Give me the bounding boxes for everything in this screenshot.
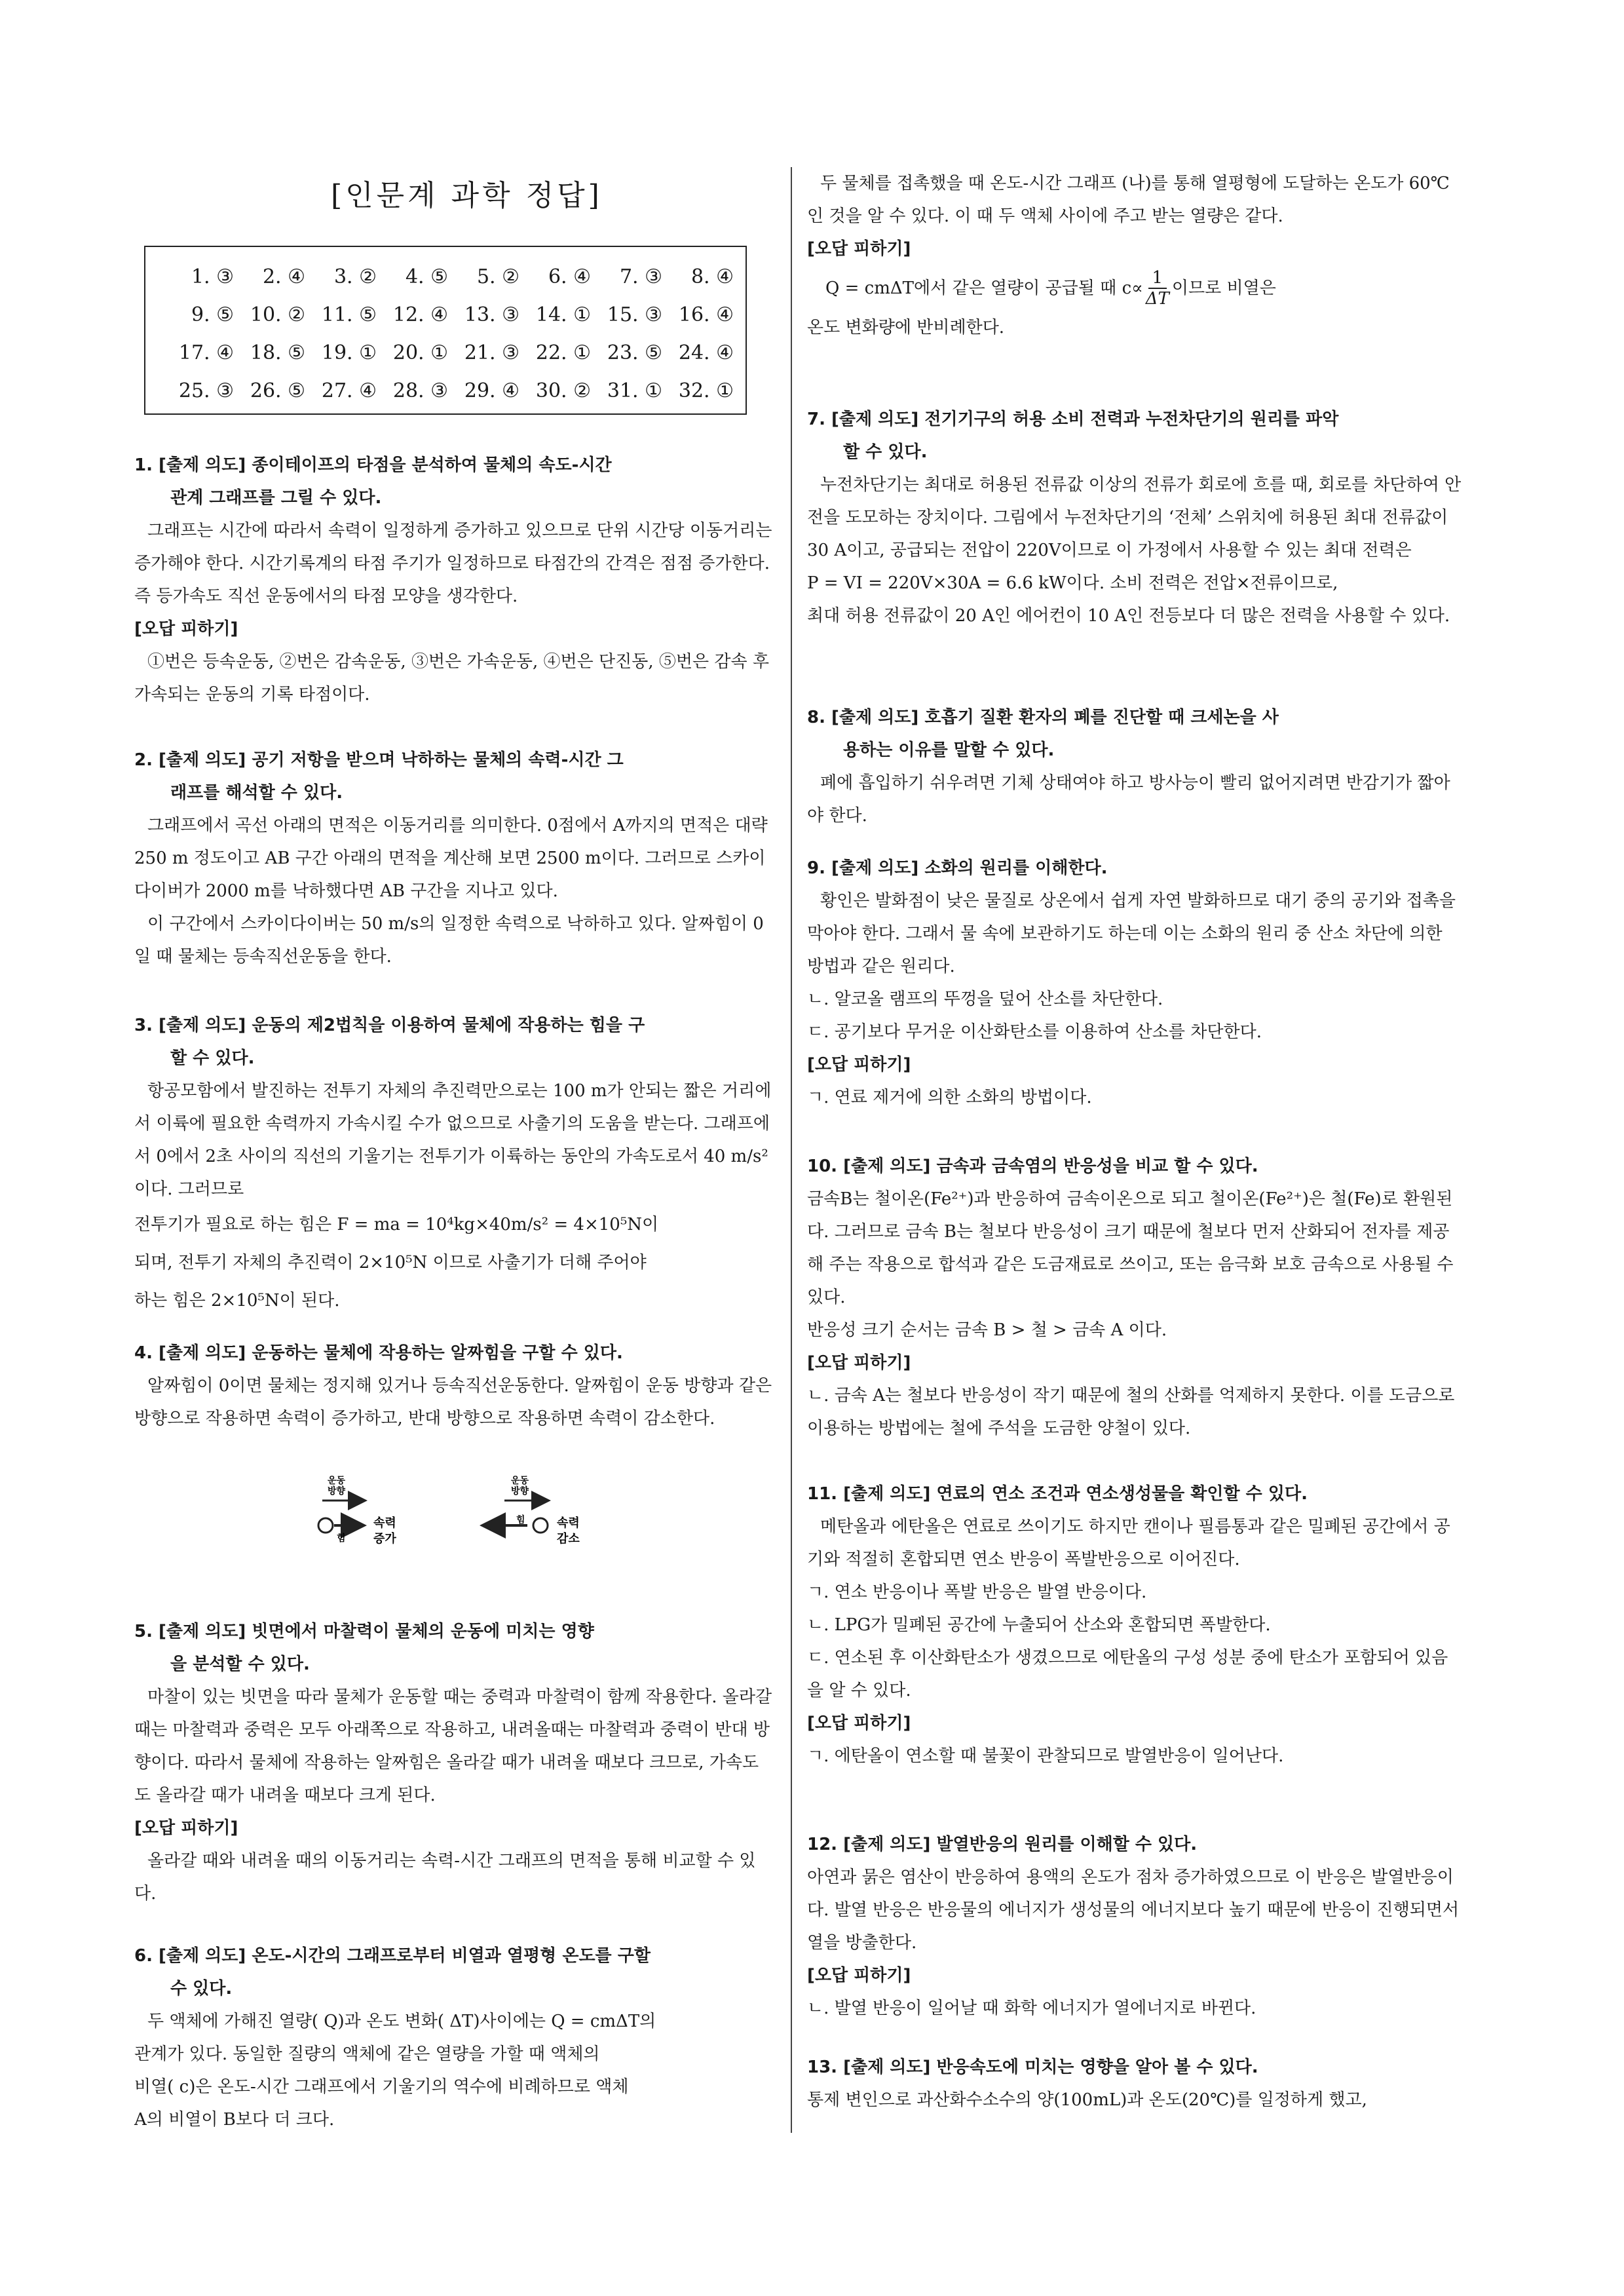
question-9-subheading: [오답 피하기] — [807, 1055, 911, 1075]
question-12-subheading: [오답 피하기] — [807, 1966, 911, 1985]
question-6-subheading: [오답 피하기] — [807, 239, 911, 259]
question-6-cont — [807, 167, 1462, 344]
answer-cell: 1. ③ — [191, 265, 234, 288]
column-divider — [791, 167, 792, 2133]
question-3-heading-cont: 할 수 있다. — [170, 1048, 255, 1068]
question-3-text-4: 하는 힘은 2×10⁵N이 된다. — [134, 1291, 340, 1311]
question-7 — [807, 403, 1462, 632]
question-1-text: 그래프는 시간에 따라서 속력이 일정하게 증가하고 있으므로 단위 시간당 이동거리는 증가해야 한다. 시간기록계의 타점 주기가 일정하므로 타점간의 간격은 점점 증가한다. 즉 등가속도 직선 운동에서의 타점 모양을 생각한다. — [134, 521, 772, 606]
answer-cell: 7. ③ — [619, 265, 662, 288]
question-12-heading: 12. [출제 의도] 발열반응의 원리를 이해할 수 있다. — [807, 1835, 1198, 1854]
question-5-text: 마찰이 있는 빗면을 따라 물체가 운동할 때는 중력과 마찰력이 함께 작용한다. 올라갈 때는 마찰력과 중력은 모두 아래쪽으로 작용하고, 내려올때는 마찰력과 중력이 반대 방향이다. 따라서 물체에 작용하는 알짜힘은 올라갈 때가 내려올 때보다 크므로, 가속도도 올라갈 때가 내려올 때보다 크게 된다. — [134, 1687, 772, 1805]
question-1 — [134, 449, 773, 711]
question-11-item-1: ㄱ. 연소 반응이나 폭발 반응은 발열 반응이다. — [807, 1582, 1147, 1602]
answer-cell: 22. ① — [535, 341, 591, 364]
question-4-text: 알짜힘이 0이면 물체는 정지해 있거나 등속직선운동한다. 알짜힘이 운동 방향과 같은 방향으로 작용하면 속력이 증가하고, 반대 방향으로 작용하면 속력이 감소한다. — [134, 1376, 772, 1428]
answer-cell: 4. ⑤ — [405, 265, 448, 288]
question-3-heading: 3. [출제 의도] 운동의 제2법칙을 이용하여 물체에 작용하는 힘을 구 — [134, 1016, 645, 1035]
question-11-text: 메탄올과 에탄올은 연료로 쓰이기도 하지만 캔이나 필름통과 같은 밀폐된 공간에서 공기와 적절히 혼합되면 연소 반응이 폭발반응으로 이어진다. — [807, 1517, 1450, 1569]
question-2 — [134, 744, 773, 973]
question-9 — [807, 852, 1462, 1114]
answer-cell: 14. ① — [535, 303, 591, 326]
question-10-subheading: [오답 피하기] — [807, 1353, 911, 1373]
question-7-heading-cont: 할 수 있다. — [843, 442, 928, 462]
question-4-heading: 4. [출제 의도] 운동하는 물체에 작용하는 알짜힘을 구할 수 있다. — [134, 1343, 623, 1363]
answer-cell: 23. ⑤ — [607, 341, 662, 364]
answer-cell: 16. ④ — [678, 303, 734, 326]
answer-cell: 24. ④ — [678, 341, 734, 364]
question-6 — [134, 1940, 773, 2136]
question-3-text-3: 되며, 전투기 자체의 추진력이 2×10⁵N 이므로 사출기가 더해 주어야 — [134, 1253, 647, 1272]
answer-cell: 30. ② — [535, 379, 591, 402]
question-6-heading-cont: 수 있다. — [170, 1979, 233, 1999]
question-6-fraction-suffix: 이므로 비열은 — [1171, 278, 1276, 298]
answer-cell: 29. ④ — [464, 379, 519, 402]
question-9-heading: 9. [출제 의도] 소화의 원리를 이해한다. — [807, 858, 1108, 878]
object-circle-2 — [533, 1518, 548, 1533]
question-10 — [807, 1150, 1462, 1445]
answer-cell: 31. ① — [607, 379, 662, 402]
answer-cell: 19. ① — [321, 341, 377, 364]
question-1-subheading: [오답 피하기] — [134, 619, 238, 639]
question-11-item-2: ㄴ. LPG가 밀폐된 공간에 누출되어 산소와 혼합되면 폭발한다. — [807, 1615, 1271, 1635]
answer-cell: 6. ④ — [548, 265, 591, 288]
question-11-item-4: ㄱ. 에탄올이 연소할 때 불꽃이 관찰되므로 발열반응이 일어난다. — [807, 1746, 1284, 1766]
answer-cell: 11. ⑤ — [321, 303, 377, 326]
question-10-item-1: ㄴ. 금속 A는 철보다 반응성이 작기 때문에 철의 산화를 억제하지 못한다. 이를 도금으로 이용하는 방법에는 철에 주석을 도금한 양철이 있다. — [807, 1386, 1455, 1438]
question-7-text: 누전차단기는 최대로 허용된 전류값 이상의 전류가 회로에 흐를 때, 회로를 차단하여 안전을 도모하는 장치이다. 그림에서 누전차단기의 ‘전체’ 스위치에 허용된 최대 전류값이 30 A이고, 공급되는 전압이 220V이므로 이 가정에서 사용할 수 있는 최대 전력은 — [807, 475, 1462, 560]
question-12 — [807, 1828, 1462, 2025]
question-7-heading: 7. [출제 의도] 전기기구의 허용 소비 전력과 누전차단기의 원리를 파악 — [807, 410, 1339, 429]
page-title: [인문계 과학 정답] — [331, 179, 603, 212]
question-10-text: 금속B는 철이온(Fe²⁺)과 반응하여 금속이온으로 되고 철이온(Fe²⁺)은 철(Fe)로 환원된다. 그러므로 금속 B는 철보다 반응성이 크기 때문에 철보다 먼저 산화되어 전자를 제공해 주는 작용으로 합석과 같은 도금재료로 쓰이고, 또는 음극화 보호 금속으로 사용될 수 있다. — [807, 1189, 1454, 1307]
question-9-item-1: ㄴ. 알코올 램프의 뚜껑을 덮어 산소를 차단한다. — [807, 989, 1163, 1009]
answer-cell: 27. ④ — [321, 379, 377, 402]
answer-cell: 32. ① — [678, 379, 734, 402]
question-2-heading-cont: 래프를 해석할 수 있다. — [170, 783, 343, 803]
answer-cell: 20. ① — [392, 341, 448, 364]
answer-table — [144, 246, 747, 415]
question-3 — [134, 1009, 773, 1320]
motion-label-2: 운동 — [511, 1476, 529, 1486]
question-8-text: 폐에 흡입하기 쉬우려면 기체 상태여야 하고 방사능이 빨리 없어지려면 반감기가 짧아야 한다. — [807, 773, 1450, 826]
question-7-text-3: 최대 허용 전류값이 20 A인 에어컨이 10 A인 전등보다 더 많은 전력을 사용할 수 있다. — [807, 606, 1450, 626]
motion-label-1: 운동 — [328, 1476, 346, 1486]
question-8-heading: 8. [출제 의도] 호흡기 질환 환자의 폐를 진단할 때 크세논을 사 — [807, 708, 1279, 727]
fraction — [1146, 268, 1169, 309]
question-9-item-2: ㄷ. 공기보다 무거운 이산화탄소를 이용하여 산소를 차단한다. — [807, 1022, 1262, 1042]
deceleration-diagram — [485, 1476, 580, 1546]
question-4 — [134, 1337, 773, 1435]
direction-label-1: 방향 — [328, 1486, 346, 1497]
question-11 — [807, 1478, 1462, 1772]
force-direction-figure — [308, 1474, 635, 1559]
increase-label: 증가 — [373, 1532, 396, 1546]
question-8 — [807, 701, 1462, 832]
answer-cell: 12. ④ — [392, 303, 448, 326]
question-5-text-2: 올라갈 때와 내려올 때의 이동거리는 속력-시간 그래프의 면적을 통해 비교할 수 있다. — [134, 1851, 756, 1904]
answer-cell: 5. ② — [476, 265, 519, 288]
question-12-item-1: ㄴ. 발열 반응이 일어날 때 화학 에너지가 열에너지로 바뀐다. — [807, 1999, 1256, 2018]
answer-cell: 25. ③ — [178, 379, 234, 402]
question-5 — [134, 1615, 773, 1910]
answer-cell: 13. ③ — [464, 303, 519, 326]
question-12-text: 아연과 묽은 염산이 반응하여 용액의 온도가 점차 증가하였으므로 이 반응은 발열반응이다. 발열 반응은 반응물의 에너지가 생성물의 에너지보다 높기 때문에 반응이 진행되면서 열을 방출한다. — [807, 1867, 1460, 1953]
question-6-heading: 6. [출제 의도] 온도-시간의 그래프로부터 비열과 열평형 온도를 구할 — [134, 1946, 651, 1966]
question-13 — [807, 2051, 1462, 2116]
question-2-text: 그래프에서 곡선 아래의 면적은 이동거리를 의미한다. 0점에서 A까지의 면적은 대략 250 m 정도이고 AB 구간 아래의 면적을 계산해 보면 2500 m이다. 그러므로 스카이다이버가 2000 m를 낙하했다면 AB 구간을 지나고 있다. — [134, 816, 768, 901]
answer-cell: 15. ③ — [607, 303, 662, 326]
question-1-text-2: ①번은 등속운동, ②번은 감속운동, ③번은 가속운동, ④번은 단진동, ⑤번은 감속 후 가속되는 운동의 기록 타점이다. — [134, 652, 769, 704]
question-1-heading: 1. [출제 의도] 종이테이프의 타점을 분석하여 물체의 속도-시간 — [134, 455, 612, 475]
question-13-heading: 13. [출제 의도] 반응속도에 미치는 영향을 알아 볼 수 있다. — [807, 2057, 1258, 2077]
acceleration-diagram — [318, 1476, 396, 1546]
question-6-text-3: 비열( c)은 온도-시간 그래프에서 기울기의 역수에 비례하므로 액체 — [134, 2077, 629, 2097]
question-10-text-2: 반응성 크기 순서는 금속 B > 철 > 금속 A 이다. — [807, 1320, 1167, 1340]
direction-label-2: 방향 — [511, 1486, 529, 1497]
speed-label-1: 속력 — [373, 1516, 396, 1530]
question-2-text-2: 이 구간에서 스카이다이버는 50 m/s의 일정한 속력으로 낙하하고 있다. 알짜힘이 0일 때 물체는 등속직선운동을 한다. — [134, 914, 764, 966]
answer-cell: 28. ③ — [392, 379, 448, 402]
question-6-fraction-prefix: Q = cmΔT에서 같은 열량이 공급될 때 c∝ — [825, 278, 1143, 298]
question-6-text-2: 관계가 있다. 동일한 질량의 액체에 같은 열량을 가할 때 액체의 — [134, 2044, 600, 2064]
question-10-heading: 10. [출제 의도] 금속과 금속염의 반응성을 비교 할 수 있다. — [807, 1157, 1258, 1176]
question-3-text: 항공모함에서 발진하는 전투기 자체의 추진력만으로는 100 m가 안되는 짧은 거리에서 이륙에 필요한 속력까지 가속시킬 수가 없으므로 사출기의 도움을 받는다. 그래프에서 0에서 2초 사이의 직선의 기울기는 전투기가 이륙하는 동안의 가속도로서 40 m/s²이다. 그러므로 — [134, 1081, 772, 1199]
fraction-numerator: 1 — [1148, 268, 1167, 289]
force-label-1: 힘 — [337, 1533, 346, 1544]
question-11-item-3: ㄷ. 연소된 후 이산화탄소가 생겼으므로 에탄올의 구성 성분 중에 탄소가 포함되어 있음을 알 수 있다. — [807, 1648, 1448, 1700]
question-6-text: 두 액체에 가해진 열량( Q)과 온도 변화( ΔT)사이에는 Q = cmΔT의 — [147, 2012, 656, 2031]
question-7-formula-line: P = VI = 220V×30A = 6.6 kW이다. 소비 전력은 전압×전류이므로, — [807, 573, 1338, 593]
answer-cell: 8. ④ — [690, 265, 734, 288]
question-13-text: 통제 변인으로 과산화수소수의 양(100mL)과 온도(20℃)를 일정하게 했고, — [807, 2090, 1367, 2110]
speed-label-2: 속력 — [557, 1516, 580, 1530]
question-2-heading: 2. [출제 의도] 공기 저항을 받으며 낙하하는 물체의 속력-시간 그 — [134, 750, 624, 770]
decrease-label: 감소 — [557, 1532, 580, 1546]
force-label-2: 힘 — [516, 1515, 525, 1525]
question-11-heading: 11. [출제 의도] 연료의 연소 조건과 연소생성물을 확인할 수 있다. — [807, 1484, 1308, 1504]
answer-cell: 17. ④ — [178, 341, 234, 364]
question-6-text-5: 두 물체를 접촉했을 때 온도-시간 그래프 (나)를 통해 열평형에 도달하는 온도가 60℃인 것을 알 수 있다. 이 때 두 액체 사이에 주고 받는 열량은 같다. — [807, 174, 1450, 226]
question-3-formula-line: 전투기가 필요로 하는 힘은 F = ma = 10⁴kg×40m/s² = 4×10⁵N이 — [134, 1215, 659, 1234]
fraction-denominator: ΔT — [1145, 289, 1169, 309]
question-11-subheading: [오답 피하기] — [807, 1713, 911, 1733]
question-9-item-3: ㄱ. 연료 제거에 의한 소화의 방법이다. — [807, 1088, 1092, 1107]
answer-row — [164, 296, 746, 334]
question-5-heading: 5. [출제 의도] 빗면에서 마찰력이 물체의 운동에 미치는 영향 — [134, 1622, 594, 1641]
question-5-heading-cont: 을 분석할 수 있다. — [170, 1655, 310, 1674]
answer-cell: 10. ② — [250, 303, 305, 326]
answer-cell: 26. ⑤ — [250, 379, 305, 402]
answer-cell: 3. ② — [333, 265, 377, 288]
question-6-text-7: 온도 변화량에 반비례한다. — [807, 318, 1005, 337]
question-6-fraction-line — [807, 265, 1462, 311]
question-5-subheading: [오답 피하기] — [134, 1818, 238, 1838]
answer-row — [164, 372, 746, 410]
answer-cell: 9. ⑤ — [191, 303, 234, 326]
answer-cell: 2. ④ — [262, 265, 305, 288]
question-8-heading-cont: 용하는 이유를 말할 수 있다. — [843, 740, 1055, 760]
answer-row — [164, 258, 746, 296]
answer-row — [164, 334, 746, 372]
answer-cell: 21. ③ — [464, 341, 519, 364]
question-6-text-4: A의 비열이 B보다 더 크다. — [134, 2110, 335, 2130]
object-circle-1 — [318, 1518, 333, 1533]
answer-cell: 18. ⑤ — [250, 341, 305, 364]
question-1-heading-cont: 관계 그래프를 그릴 수 있다. — [170, 488, 382, 508]
question-9-text: 황인은 발화점이 낮은 물질로 상온에서 쉽게 자연 발화하므로 대기 중의 공기와 접촉을 막아야 한다. 그래서 물 속에 보관하기도 하는데 이는 소화의 원리 중 산소 차단에 의한 방법과 같은 원리다. — [807, 891, 1456, 976]
